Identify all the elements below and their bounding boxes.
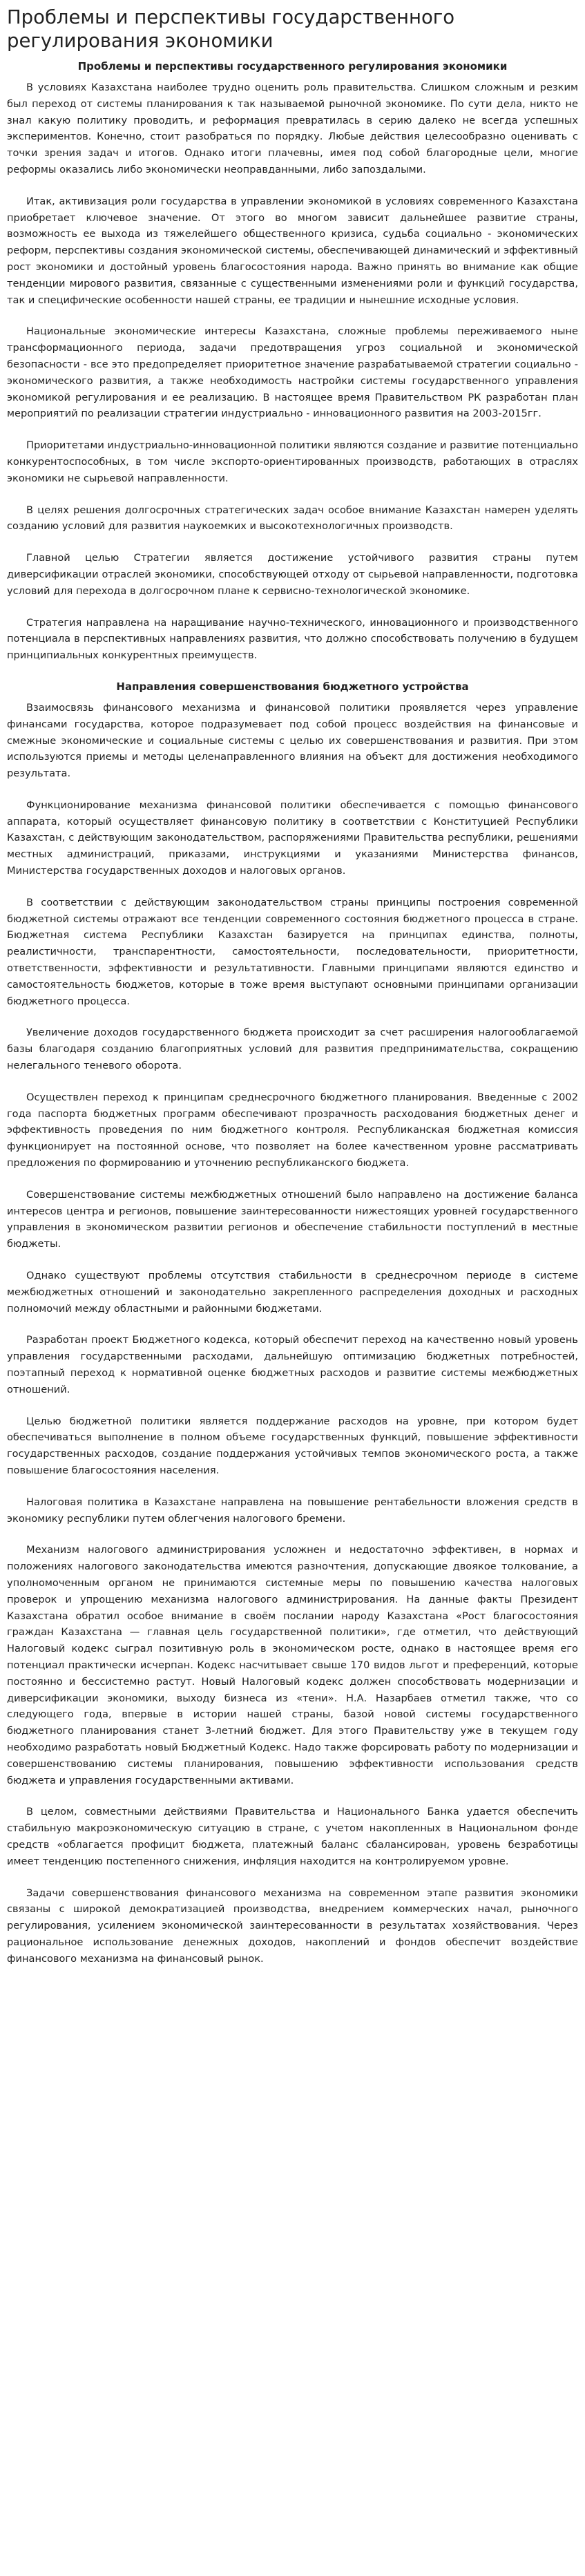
paragraph: Осуществлен переход к принципам среднесрочного бюджетного планирования. Введенные с 2002 года паспорта бюджетных программ обеспечивают прозрачность расходования бюджетных денег и эффективность проведения по ним бюджетного контроля. Республиканская бюджетная комиссия функционирует на постоянной основе, что позволяет на более качественном уровне рассматривать предложения по формированию и уточнению республиканского бюджета. (7, 1091, 578, 1170)
paragraph: Функционирование механизма финансовой политики обеспечивается с помощью финансового аппарата, который осуществляет финансовую политику в соответствии с Конституцией Республики Казахстан, с действующим законодательством, распоряжениями Правительства республики, решениями местных администраций, приказами, инструкциями и указаниями Министерства финансов, Министерства государственных доходов и налоговых органов. (7, 799, 578, 877)
paragraph: Взаимосвязь финансового механизма и финансовой политики проявляется через управление финансами государства, которое подразумевает под собой процесс воздействия на финансовые и смежные экономические и социальные системы с целью их совершенствования и развития. При этом используются приемы и методы целенаправленного влияния на объект для достижения необходимого результата. (7, 701, 578, 780)
section-heading: Проблемы и перспективы государственного регулирования экономики (77, 60, 508, 73)
paragraph: Стратегия направлена на наращивание научно-технического, инновационного и производственного потенциала в перспективных направлениях развития, что должно способствовать получению в будущем принципиальных конкурентных преимуществ. (7, 616, 578, 662)
paragraph: Итак, активизация роли государства в управлении экономикой в условиях современного Казахстана приобретает ключевое значение. От этого во многом зависит дальнейшее развитие страны, возможность ее выхода из тяжелейшего общественного кризиса, судьба социально - экономических реформ, перспективы создания экономической системы, обеспечивающей динамический и эффективный рост экономики и достойный уровень благосостояния народа. Важно принять во внимание как общие тенденции мирового развития, связанные с существенными изменениями роли и функций государства, так и специфические особенности нашей страны, ее традиции и нынешние исходные условия. (7, 195, 578, 306)
document-title: Проблемы и перспективы государственного регулирования экономики (7, 6, 455, 52)
paragraph: Целью бюджетной политики является поддержание расходов на уровне, при котором будет обеспечиваться выполнение в полном объеме государственных функций, повышение эффективности государственных расходов, создание поддержания устойчивых темпов экономического роста, а также повышение благосостояния населения. (7, 1415, 578, 1476)
paragraph: В целях решения долгосрочных стратегических задач особое внимание Казахстан намерен уделять созданию условий для развития наукоемких и высокотехнологичных производств. (7, 504, 578, 533)
paragraph: В целом, совместными действиями Правительства и Национального Банка удается обеспечить стабильную макроэкономическую ситуацию в стране, с учетом накопленных в Национальном фонде средств «облагается профицит бюджета, платежный баланс сбалансирован, уровень безработицы имеет тенденцию постепенного снижения, инфляция находится на контролируемом уровне. (7, 1806, 578, 1867)
document-body (7, 59, 578, 1967)
paragraph: В условиях Казахстана наиболее трудно оценить роль правительства. Слишком сложным и резким был переход от системы планирования к так называемой рыночной экономике. По сути дела, никто не знал какую политику проводить, и реформация превратилась в серию далеко не всегда успешных экспериментов. Конечно, стоит разобраться по порядку. Любые действия целесообразно оценивать с точки зрения задач и итогов. Однако итоги плачевны, имея под собой благородные цели, многие реформы оказались либо экономически неоправданными, либо запоздалыми. (7, 82, 578, 175)
paragraph: В соответствии с действующим законодательством страны принципы построения современной бюджетной системы отражают все тенденции современного состояния бюджетного процесса в стране. Бюджетная система Республики Казахстан базируется на принципах единства, полноты, реалистичности, транспарентности, самостоятельности, последовательности, приоритетности, ответственности, эффективности и результативности. Главными принципами являются единство и самостоятельность бюджетов, которые в тоже время выступают основными принципами организации бюджетного процесса. (7, 896, 578, 1007)
paragraph: Увеличение доходов государственного бюджета происходит за счет расширения налогооблагаемой базы благодаря созданию благоприятных условий для развития предпринимательства, сокращению нелегального теневого оборота. (7, 1027, 578, 1072)
section-heading: Направления совершенствования бюджетного устройства (116, 680, 469, 693)
paragraph: Однако существуют проблемы отсутствия стабильности в среднесрочном периоде в системе межбюджетных отношений и законодательно закрепленного распределения доходных и расходных полномочий между областными и районными бюджетами. (7, 1270, 578, 1315)
paragraph: Совершенствование системы межбюджетных отношений было направлено на достижение баланса интересов центра и регионов, повышение заинтересованности нижестоящих уровней государственного управления в экономическом развитии регионов и обеспечение стабильности поступлений в местные бюджеты. (7, 1188, 578, 1250)
paragraph: Задачи совершенствования финансового механизма на современном этапе развития экономики связаны с широкой демократизацией производства, внедрением коммерческих начал, рыночного регулирования, усилением экономической заинтересованности в результатах хозяйствования. Через рациональное использование денежных доходов, накоплений и фондов обеспечит воздействие финансового механизма на финансовый рынок. (7, 1887, 578, 1965)
document-page (0, 6, 585, 1967)
paragraph: Национальные экономические интересы Казахстана, сложные проблемы переживаемого ныне трансформационного периода, задачи предотвращения угроз социальной и экономической безопасности - все это предопределяет приоритетное значение разрабатываемой стратегии социально - экономического развития, а также необходимость настройки системы государственного управления экономикой регулирования и ее реализацию. В настоящее время Правительством РК разработан план мероприятий по реализации стратегии индустриально - инновационного развития на 2003-2015гг. (7, 325, 578, 420)
paragraph: Приоритетами индустриально-инновационной политики являются создание и развитие потенциально конкурентоспособных, в том числе экспорто-ориентированных производств, работающих в отраслях экономики не сырьевой направленности. (7, 439, 578, 484)
paragraph: Главной целью Стратегии является достижение устойчивого развития страны путем диверсификации отраслей экономики, способствующей отходу от сырьевой направленности, подготовка условий для перехода в долгосрочном плане к сервисно-технологической экономике. (7, 552, 578, 597)
paragraph: Налоговая политика в Казахстане направлена на повышение рентабельности вложения средств в экономику республики путем облегчения налогового бремени. (7, 1496, 578, 1525)
paragraph: Механизм налогового администрирования усложнен и недостаточно эффективен, в нормах и положениях налогового законодательства имеются разночтения, допускающие двоякое толкование, а уполномоченным органом не принимаются системные меры по повышению качества налоговых проверок и упрощению механизма налогового администрирования. На данные факты Президент Казахстана обратил особое внимание в своём послании народу Казахстана «Рост благосостояния граждан Казахстана — главная цель государственной политики», где отметил, что действующий Налоговый кодекс сыграл позитивную роль в экономическом росте, однако в настоящее время его потенциал практически исчерпан. Кодекс насчитывает свыше 170 видов льгот и преференций, которые постоянно и бессистемно растут. Новый Налоговый кодекс должен способствовать модернизации и диверсификации экономики, выходу бизнеса из «тени». Н.А. Назарбаев отметил также, что со следующего года, впервые в истории нашей страны, базой новой системы государственного бюджетного планирования станет 3-летний бюджет. Для этого Правительству уже в текущем году необходимо разработать новый Бюджетный Кодекс. Надо также форсировать работу по модернизации и совершенствованию системы планирования, повышению эффективности использования средств бюджета и управления государственными активами. (7, 1544, 578, 1786)
paragraph: Разработан проект Бюджетного кодекса, который обеспечит переход на качественно новый уровень управления государственными расходами, дальнейшую оптимизацию бюджетных потребностей, поэтапный переход к нормативной оценке бюджетных расходов и развитие системы межбюджетных отношений. (7, 1334, 578, 1395)
